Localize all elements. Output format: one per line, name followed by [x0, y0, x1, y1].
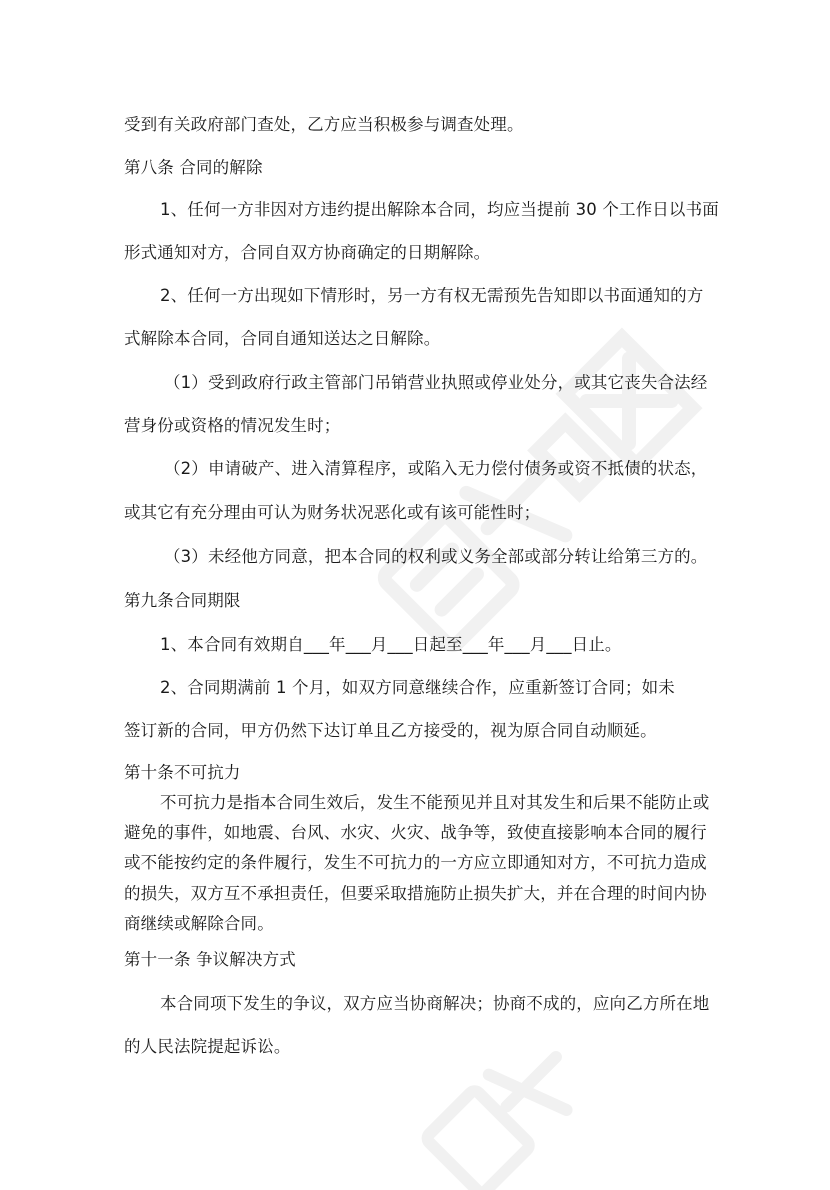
text-line-6: 式解除本合同，合同自通知送达之日解除。 [124, 329, 441, 348]
text-line-24: 的人民法院提起诉讼。 [124, 1037, 291, 1056]
text-line-14: 2、合同期满前 1 个月，如双方同意继续合作，应重新签订合同；如未 [160, 678, 675, 697]
text-line-3: 1、任何一方非因对方违约提出解除本合同，均应当提前 30 个工作日以书面 [160, 200, 719, 219]
section-heading-11: 第十一条 争议解决方式 [124, 950, 296, 969]
text-line-5: 2、任何一方出现如下情形时，另一方有权无需预先告知即以书面通知的方 [160, 286, 704, 305]
text-line-11: （3）未经他方同意，把本合同的权利或义务全部或部分转让给第三方的。 [164, 547, 708, 566]
text-line-21: 商继续或解除合同。 [124, 914, 274, 933]
text-line-9: （2）申请破产、进入清算程序，或陷入无力偿付债务或资不抵债的状态， [164, 459, 708, 478]
watermark-fragment [400, 1030, 620, 1190]
text-line-17: 不可抗力是指本合同生效后，发生不能预见并且对其发生和后果不能防止或 [160, 793, 710, 812]
text-line-10: 或其它有充分理由可认为财务状况恶化或有该可能性时； [124, 503, 541, 522]
text-line-18: 避免的事件，如地震、台风、水灾、火灾、战争等，致使直接影响本合同的履行 [124, 823, 707, 842]
text-line-23: 本合同项下发生的争议，双方应当协商解决；协商不成的，应向乙方所在地 [160, 994, 710, 1013]
text-line-13: 1、本合同有效期自___年___月___日起至___年___月___日止。 [160, 635, 622, 654]
text-line-15: 签订新的合同，甲方仍然下达订单且乙方接受的，视为原合同自动顺延。 [124, 721, 657, 740]
section-heading-8: 第八条 合同的解除 [124, 158, 263, 177]
text-line-8: 营身份或资格的情况发生时； [124, 416, 341, 435]
section-heading-9: 第九条合同期限 [124, 591, 241, 610]
text-line-1: 受到有关政府部门查处，乙方应当积极参与调查处理。 [124, 115, 524, 134]
text-line-19: 或不能按约定的条件履行，发生不可抗力的一方应立即通知对方，不可抗力造成 [124, 853, 707, 872]
text-line-4: 形式通知对方，合同自双方协商确定的日期解除。 [124, 243, 491, 262]
text-line-20: 的损失，双方互不承担责任，但要采取措施防止损失扩大，并在合理的时间内协 [124, 884, 707, 903]
text-line-7: （1）受到政府行政主管部门吊销营业执照或停业处分，或其它丧失合法经 [164, 373, 708, 392]
section-heading-10: 第十条不可抗力 [124, 763, 241, 782]
